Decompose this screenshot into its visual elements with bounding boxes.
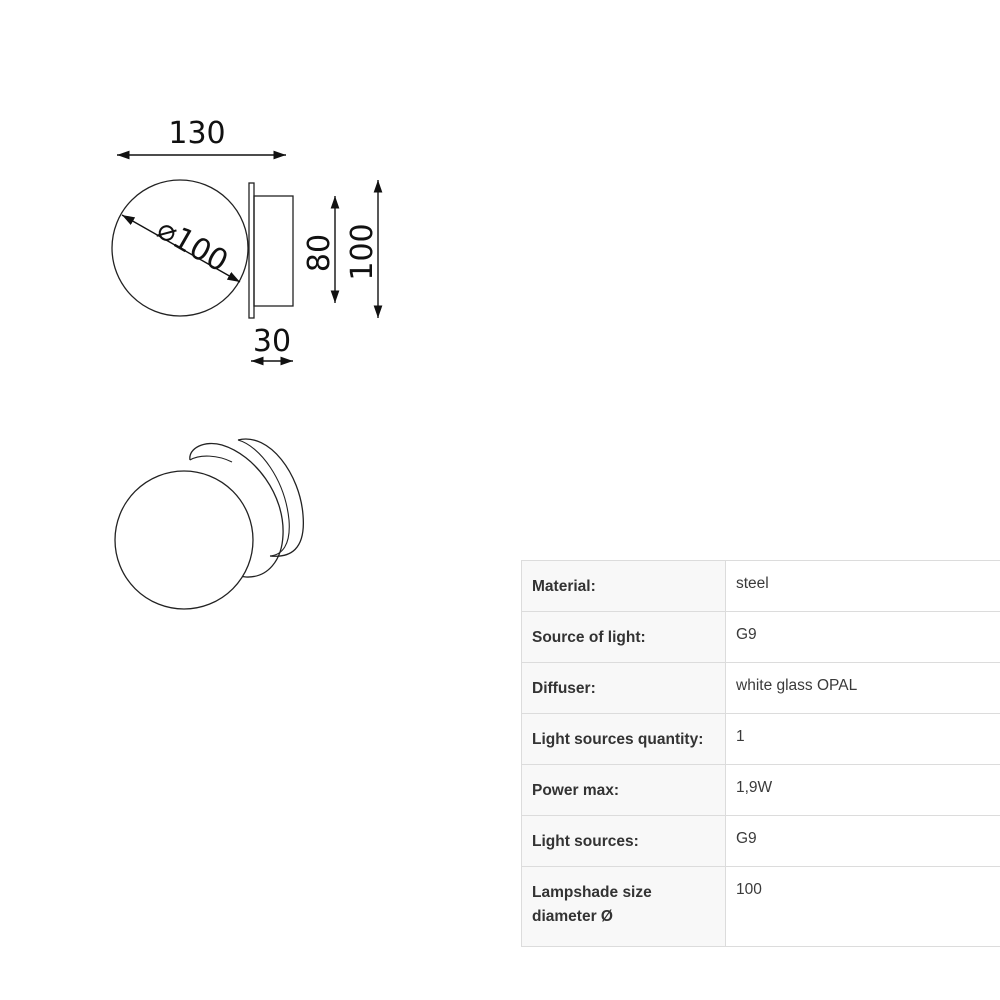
width-dimension-label: 130 — [168, 116, 226, 151]
perspective-globe — [115, 471, 253, 609]
total-height-dimension-label: 100 — [345, 223, 380, 281]
table-row — [522, 816, 1000, 867]
table-row — [522, 612, 1000, 663]
spec-label-material: Material: — [522, 561, 726, 612]
spec-label-source-of-light: Source of light: — [522, 612, 726, 663]
spec-value-light-sources: G9 — [726, 816, 1000, 867]
spec-value-source-of-light: G9 — [726, 612, 1000, 663]
spec-value-material: steel — [726, 561, 1000, 612]
mount-box — [254, 196, 293, 306]
table-row — [522, 561, 1000, 612]
mount-height-dimension-label: 80 — [302, 233, 337, 273]
table-row — [522, 867, 1000, 947]
technical-drawing-svg — [0, 0, 520, 640]
diameter-dimension-label: ⌀100 — [151, 211, 234, 280]
spec-value-power-max: 1,9W — [726, 765, 1000, 816]
spec-value-light-sources-quantity: 1 — [726, 714, 1000, 765]
depth-dimension-label: 30 — [252, 324, 292, 359]
spec-value-diffuser: white glass OPAL — [726, 663, 1000, 714]
table-row — [522, 663, 1000, 714]
base-plate — [249, 183, 254, 318]
spec-label-diffuser: Diffuser: — [522, 663, 726, 714]
spec-label-light-sources-quantity: Light sources quantity: — [522, 714, 726, 765]
spec-label-power-max: Power max: — [522, 765, 726, 816]
spec-value-lampshade-size: 100 — [726, 867, 1000, 947]
table-row — [522, 714, 1000, 765]
technical-drawing — [0, 0, 520, 640]
perspective-view — [115, 439, 303, 609]
specifications-table — [521, 560, 1000, 947]
spec-label-lampshade-size: Lampshade size diameter Ø — [522, 867, 726, 947]
spec-label-light-sources: Light sources: — [522, 816, 726, 867]
table-row — [522, 765, 1000, 816]
